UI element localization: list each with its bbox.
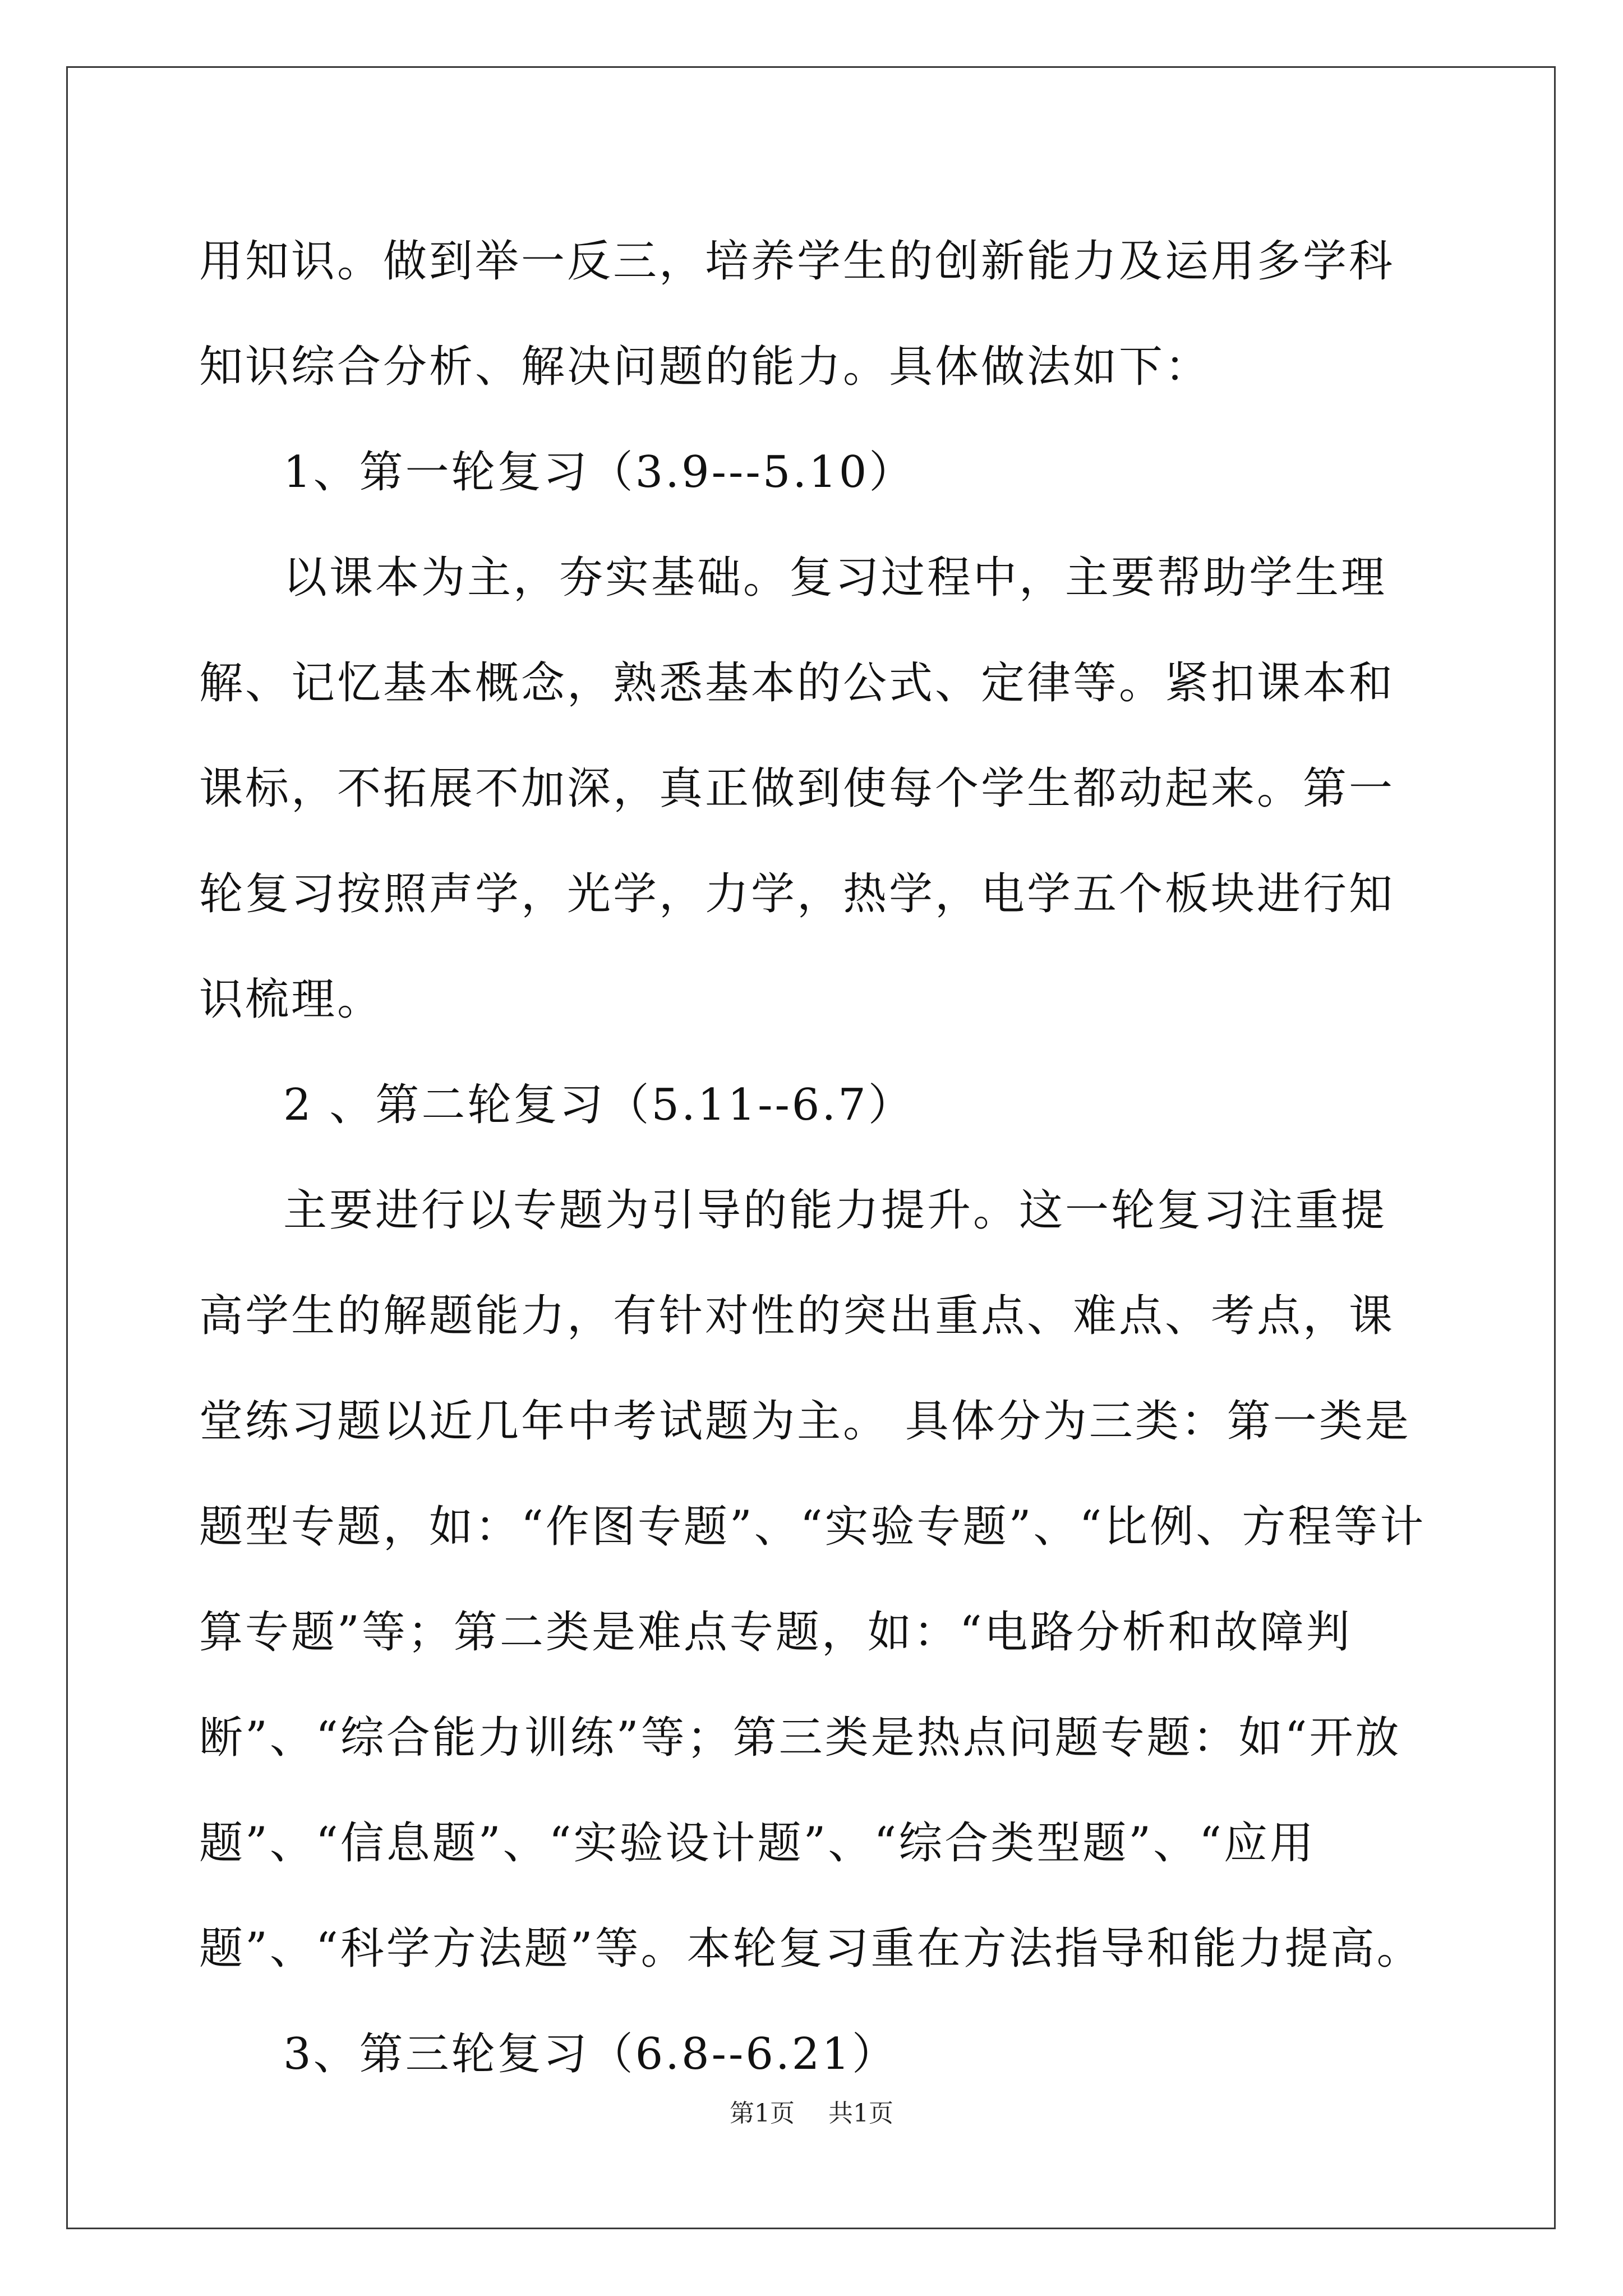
paragraph: 2 、第二轮复习（5.11--6.7） <box>283 1080 914 1130</box>
page-footer <box>0 2097 1623 2131</box>
paragraph: 3、第三轮复习（6.8--6.21） <box>283 2029 898 2079</box>
document-body <box>199 209 1427 2107</box>
paragraph: 主要进行以专题为引导的能力提升。这一轮复习注重提高学生的解题能力，有针对性的突出重点、难点、考点，课堂练习题以近几年中考试题为主。 具体分为三类：第一类是题型专题，如：“作图专题”、“实验专题”、“比例、方程等计算专题”等；第二类是难点专题，如：“电路分析和故障判断”、“综合能力训练”等；第三类是热点问题专题：如“开放题”、“信息题”、“实验设计题”、“综合类型题”、“应用题”、“科学方法题”等。本轮复习重在方法指导和能力提高。 <box>199 1185 1426 1974</box>
paragraph: 用知识。做到举一反三，培养学生的创新能力及运用多学科知识综合分析、解决问题的能力。具体做法如下： <box>199 236 1395 392</box>
paragraph: 以课本为主，夯实基础。复习过程中，主要帮助学生理解、记忆基本概念，熟悉基本的公式、定律等。紧扣课本和课标，不拓展不加深，真正做到使每个学生都动起来。第一轮复习按照声学，光学，力学，热学，电学五个板块进行知识梳理。 <box>199 553 1395 1025</box>
page-total: 共1页 <box>828 2099 893 2128</box>
page-number: 第1页 <box>730 2099 795 2128</box>
paragraph: 1、第一轮复习（3.9---5.10） <box>283 447 915 498</box>
